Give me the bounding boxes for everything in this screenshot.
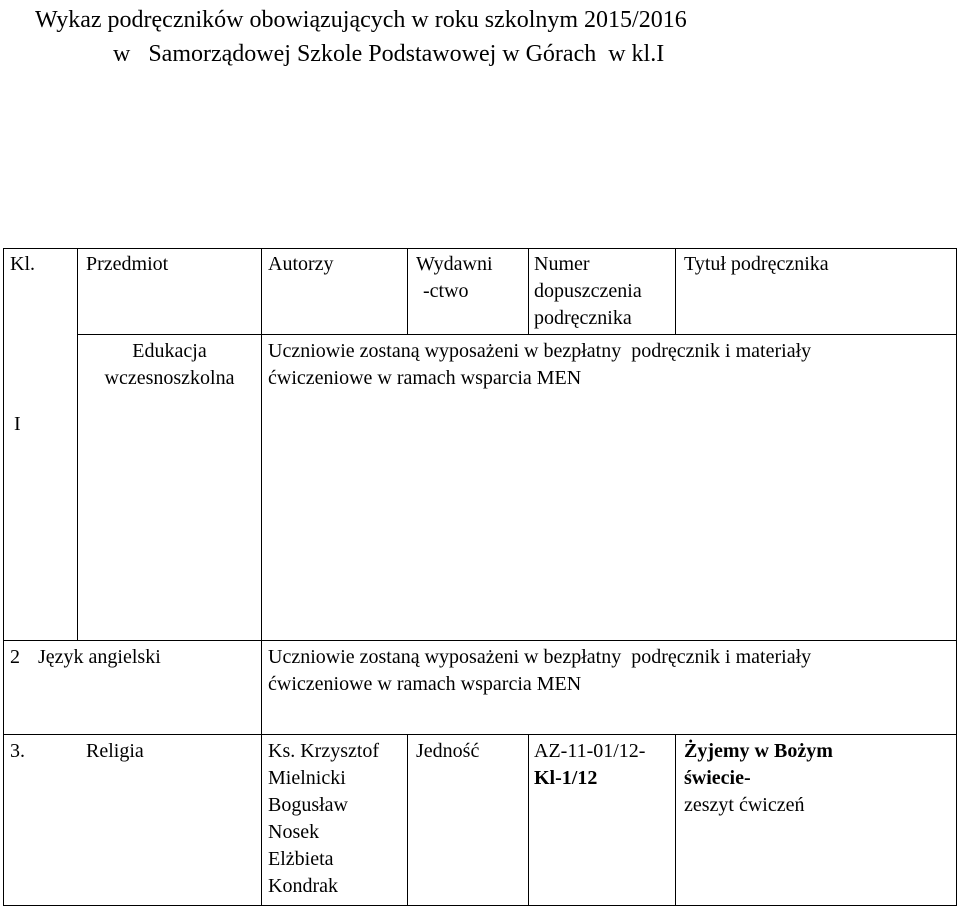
row-3-autor-line: Ks. Krzysztof — [268, 740, 380, 762]
title-line-2: w Samorządowej Szkole Podstawowej w Górach w kl.I — [113, 41, 665, 67]
header-klasa: Kl. — [10, 253, 35, 275]
header-tytul: Tytuł podręcznika — [684, 253, 829, 275]
table-col-divider — [261, 248, 262, 906]
table-col-divider — [528, 734, 529, 906]
row-3-autor-line: Elżbieta — [268, 848, 334, 870]
row-3-numer-line2: Kl-1/12 — [534, 767, 598, 789]
row-3-tytul-line1: Żyjemy w Bożym — [684, 740, 833, 762]
row-1-przedmiot-line1: Edukacja — [132, 340, 207, 362]
header-wydawnictwo-line1: Wydawni — [416, 253, 493, 275]
row-3-autor-line: Mielnicki — [268, 767, 346, 789]
table-border-left — [3, 248, 4, 906]
row-2-przedmiot: Język angielski — [38, 646, 161, 668]
header-numer-line1: Numer — [534, 253, 590, 275]
table-border-right — [956, 248, 957, 906]
klasa-value: I — [14, 413, 21, 435]
table-row-divider — [3, 640, 957, 641]
table-col-divider — [407, 248, 408, 335]
header-autorzy: Autorzy — [268, 253, 334, 275]
row-3-autor-line: Nosek — [268, 821, 320, 843]
header-przedmiot: Przedmiot — [86, 253, 169, 275]
table-col-divider — [77, 248, 78, 641]
table-border-top — [3, 248, 957, 249]
row-3-numer-line1: AZ-11-01/12- — [534, 740, 646, 762]
row-2-note-line1: Uczniowie zostaną wyposażeni w bezpłatny podręcznik i materiały — [268, 646, 812, 668]
row-3-autor-line: Bogusław — [268, 794, 348, 816]
row-3-przedmiot: Religia — [86, 740, 144, 762]
row-1-przedmiot-line2: wczesnoszkolna — [104, 367, 235, 389]
header-wydawnictwo-line2: -ctwo — [423, 280, 469, 302]
row-3-wydawnictwo: Jedność — [416, 740, 480, 762]
row-3-autor-line: Kondrak — [268, 875, 338, 897]
title-line-1: Wykaz podręczników obowiązujących w roku szkolnym 2015/2016 — [35, 7, 687, 33]
table-row-divider — [3, 734, 957, 735]
row-3-tytul-line3: zeszyt ćwiczeń — [684, 794, 805, 816]
table-col-divider — [675, 248, 676, 335]
table-col-divider — [675, 734, 676, 906]
row-1-note-line1: Uczniowie zostaną wyposażeni w bezpłatny podręcznik i materiały — [268, 340, 812, 362]
table-col-divider — [528, 248, 529, 335]
row-2-nr: 2 — [10, 646, 20, 668]
header-numer-line2: dopuszczenia — [534, 280, 642, 302]
table-header-divider — [77, 334, 957, 335]
row-3-tytul-line2: świecie- — [684, 767, 751, 789]
row-1-note-line2: ćwiczeniowe w ramach wsparcia MEN — [268, 367, 582, 389]
page-title — [35, 3, 935, 71]
table-col-divider — [407, 734, 408, 906]
header-numer-line3: podręcznika — [534, 307, 632, 329]
table-border-bottom — [3, 905, 957, 906]
row-2-note-line2: ćwiczeniowe w ramach wsparcia MEN — [268, 673, 582, 695]
row-3-nr: 3. — [10, 740, 25, 762]
